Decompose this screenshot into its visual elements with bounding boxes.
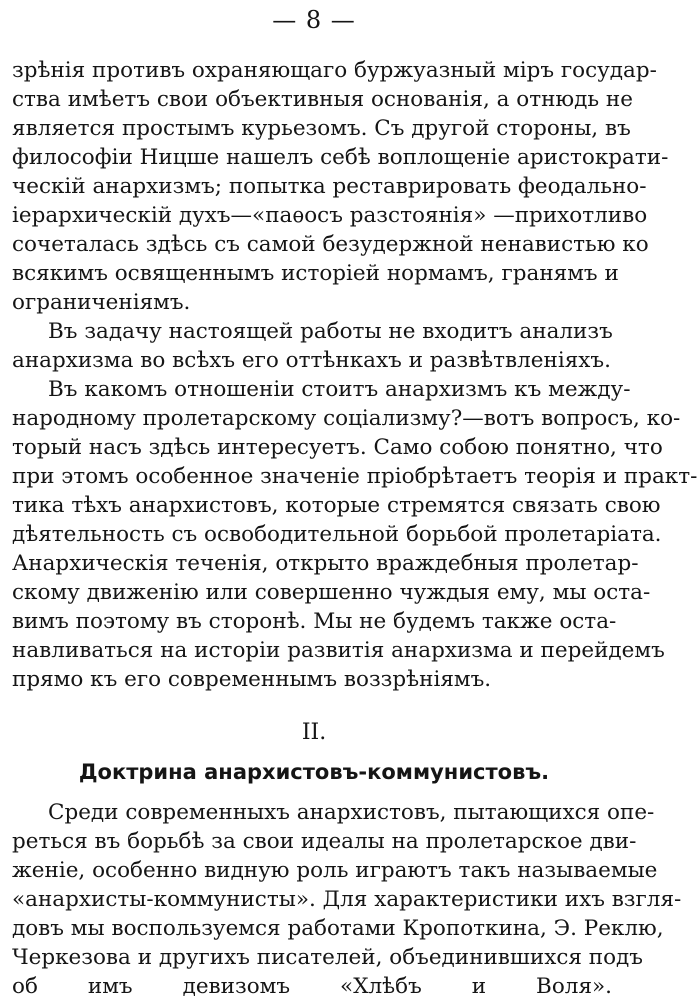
text-line: Въ задачу настоящей работы не входитъ анализъ bbox=[48, 319, 613, 344]
text-line: ства имѣетъ свои объективныя основанія, а отнюдь не bbox=[12, 87, 633, 112]
text-line: прямо къ его современнымъ воззрѣніямъ. bbox=[12, 667, 492, 692]
text-line: при этомъ особенное значеніе пріобрѣтаетъ теорія и практ- bbox=[12, 464, 697, 489]
text-line: женіе, особенно видную роль играютъ такъ называемые bbox=[12, 858, 658, 883]
text-line: Черкезова и другихъ писателей, объединившихся подъ bbox=[12, 945, 643, 970]
text-line: дѣятельность съ освободительной борьбой пролетаріата. bbox=[12, 522, 662, 547]
text-line: Среди современныхъ анархистовъ, пытающихся опе- bbox=[48, 800, 655, 825]
text-line: реться въ борьбѣ за свои идеалы на пролетарское дви- bbox=[12, 829, 637, 854]
text-line: довъ мы воспользуемся работами Кропоткина, Э. Реклю, bbox=[12, 916, 664, 941]
text-line: навливаться на исторіи развитія анархизма и перейдемъ bbox=[12, 638, 665, 663]
body-text-top bbox=[12, 56, 697, 694]
text-line: является простымъ курьезомъ. Съ другой стороны, въ bbox=[12, 116, 631, 141]
text-line: об имъ девизомъ «Хлѣбъ и Воля». bbox=[12, 974, 612, 999]
text-line: философіи Ницше нашелъ себѣ воплощеніе аристократи- bbox=[12, 145, 669, 170]
text-line: «анархисты-коммунисты». Для характеристики ихъ взгля- bbox=[12, 887, 682, 912]
text-line: сочеталась здѣсь съ самой безудержной ненавистью ко bbox=[12, 232, 649, 257]
text-line: тика тѣхъ анархистовъ, которые стремятся связать свою bbox=[12, 493, 661, 518]
text-line: зрѣнія противъ охраняющаго буржуазный міръ государ- bbox=[12, 58, 657, 83]
section-title: Доктрина анархистовъ-коммунистовъ. bbox=[78, 760, 550, 784]
text-line: торый насъ здѣсь интересуетъ. Само собою понятно, что bbox=[12, 435, 663, 460]
text-line: ограниченіямъ. bbox=[12, 290, 191, 315]
text-line: всякимъ освященнымъ исторіей нормамъ, гранямъ и bbox=[12, 261, 619, 286]
section-number: II. bbox=[301, 720, 327, 745]
page-number: — 8 — bbox=[272, 6, 356, 34]
text-line: ческій анархизмъ; попытка реставрировать феодально- bbox=[12, 174, 647, 199]
text-line: вимъ поэтому въ сторонѣ. Мы не будемъ также оста- bbox=[12, 609, 617, 634]
text-line: Въ какомъ отношеніи стоитъ анархизмъ къ между- bbox=[48, 377, 631, 402]
text-line: скому движенію или совершенно чуждыя ему, мы оста- bbox=[12, 580, 651, 605]
body-text-bottom bbox=[12, 798, 682, 1001]
text-line: Анархическія теченія, открыто враждебныя пролетар- bbox=[12, 551, 639, 576]
text-line: народному пролетарскому соціализму?—вотъ вопросъ, ко- bbox=[12, 406, 681, 431]
text-line: анархизма во всѣхъ его оттѣнкахъ и развѣтвленіяхъ. bbox=[12, 348, 611, 373]
text-line: іерархическій духъ—«паѳосъ разстоянія» —прихотливо bbox=[12, 203, 648, 228]
